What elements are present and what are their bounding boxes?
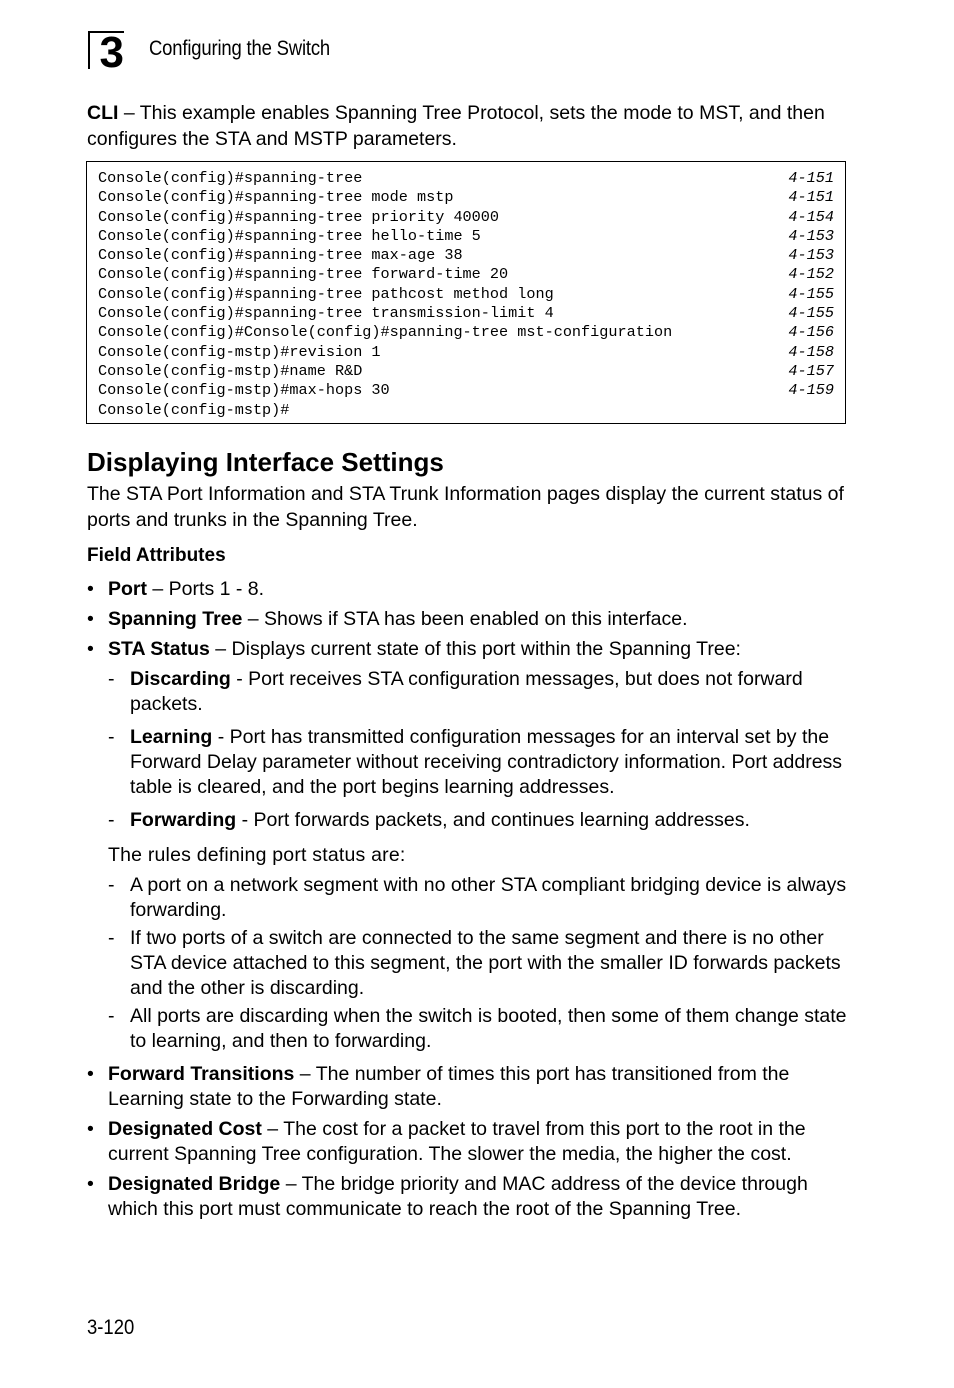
code-line — [98, 401, 834, 420]
rule-item — [87, 926, 847, 1001]
rule-text: If two ports of a switch are connected to the same segment and there is no other STA device attached to this segment, the port with the smaller ID forwards packets and the other is discarding. — [130, 927, 841, 999]
code-line — [98, 188, 834, 207]
field-item-spanning-tree — [87, 607, 847, 632]
cli-code-block — [86, 161, 846, 424]
state-desc: - Port forwards packets, and continues learning addresses. — [236, 809, 750, 831]
code-reference: 4-155 — [788, 304, 834, 323]
field-desc: – Displays current state of this port within the Spanning Tree: — [209, 638, 741, 660]
state-term: Forwarding — [130, 809, 237, 831]
code-line — [98, 381, 834, 400]
code-command: Console(config)#Console(config)#spanning-tree mst-configuration — [98, 323, 673, 342]
code-reference: 4-157 — [788, 361, 834, 380]
rule-text: All ports are discarding when the switch is booted, then some of them change state to learning, and then to forwarding. — [130, 1005, 847, 1052]
code-reference: 4-153 — [788, 246, 834, 265]
code-command: Console(config)#spanning-tree priority 40000 — [98, 207, 500, 226]
field-desc: – The number of times this port has transitioned from the Learning state to the Forwarding state. — [108, 1063, 790, 1110]
code-command: Console(config)#spanning-tree transmission-limit 4 — [98, 304, 554, 323]
rule-item — [87, 873, 847, 923]
code-command: Console(config-mstp)#max-hops 30 — [98, 381, 390, 400]
sta-state-forwarding — [87, 808, 847, 833]
code-reference: 4-159 — [788, 381, 834, 400]
chapter-title: Configuring the Switch — [149, 37, 331, 60]
cli-intro-paragraph — [87, 101, 847, 152]
state-desc: - Port receives STA configuration messages, but does not forward packets. — [130, 668, 803, 715]
code-line — [98, 208, 834, 227]
code-reference: 4-156 — [788, 323, 834, 342]
field-item-port — [87, 577, 847, 602]
code-command: Console(config-mstp)# — [98, 400, 290, 419]
code-command: Console(config-mstp)#revision 1 — [98, 342, 381, 361]
field-term: Forward Transitions — [108, 1063, 295, 1085]
code-reference: 4-158 — [788, 342, 834, 361]
field-item-forward-transitions — [87, 1062, 847, 1112]
code-line — [98, 323, 834, 342]
code-line — [98, 285, 834, 304]
code-reference: 4-154 — [788, 207, 834, 226]
code-command: Console(config)#spanning-tree hello-time 5 — [98, 226, 481, 245]
field-list-top — [87, 577, 847, 1054]
page-number: 3-120 — [87, 1316, 135, 1339]
field-term: Port — [108, 578, 147, 600]
field-item-sta-status — [87, 637, 847, 662]
code-reference: 4-152 — [788, 265, 834, 284]
code-command: Console(config)#spanning-tree — [98, 169, 363, 187]
field-desc: – The bridge priority and MAC address of the device through which this port must communicate to reach the root of the Spanning Tree. — [108, 1173, 808, 1220]
rule-text: A port on a network segment with no other STA compliant bridging device is always forwarding. — [130, 874, 847, 921]
code-command: Console(config)#spanning-tree forward-time 20 — [98, 265, 509, 284]
rule-item — [87, 1004, 847, 1054]
code-line — [98, 343, 834, 362]
code-command: Console(config)#spanning-tree max-age 38 — [98, 246, 463, 265]
section-title: Displaying Interface Settings — [87, 447, 444, 477]
sta-state-discarding — [87, 667, 847, 717]
code-line — [98, 265, 834, 284]
field-desc: – The cost for a packet to travel from this port to the root in the current Spanning Tree configuration. The slower the media, the higher the cost. — [108, 1118, 806, 1165]
field-list-bottom — [87, 1062, 847, 1222]
cli-intro-text: – This example enables Spanning Tree Protocol, sets the mode to MST, and then configures the STA and MSTP parameters. — [87, 102, 825, 150]
sta-state-learning — [87, 725, 847, 800]
rules-intro: The rules defining port status are: — [108, 844, 406, 866]
field-attributes-heading: Field Attributes — [87, 545, 226, 566]
chapter-number-badge: 3 — [88, 31, 124, 69]
code-command: Console(config)#spanning-tree mode mstp — [98, 188, 454, 207]
code-line — [98, 362, 834, 381]
field-term: Designated Bridge — [108, 1173, 281, 1195]
state-term: Learning — [130, 726, 213, 748]
code-reference: 4-151 — [788, 188, 834, 207]
code-line — [98, 169, 834, 188]
code-reference: 4-155 — [788, 284, 834, 303]
code-line — [98, 227, 834, 246]
state-desc: - Port has transmitted configuration messages for an interval set by the Forward Delay parameter without receiving contradictory information. Port address table is cleared, and the port begins learning addresses. — [130, 726, 843, 798]
field-term: Spanning Tree — [108, 608, 243, 630]
field-desc: – Ports 1 - 8. — [147, 578, 265, 600]
code-reference: 4-151 — [788, 169, 834, 187]
field-desc: – Shows if STA has been enabled on this interface. — [242, 608, 688, 630]
cli-label: CLI — [87, 102, 119, 124]
code-line — [98, 304, 834, 323]
section-description: The STA Port Information and STA Trunk Information pages display the current status of ports and trunks in the Spanning Tree. — [87, 483, 844, 531]
field-item-designated-bridge — [87, 1172, 847, 1222]
state-term: Discarding — [130, 668, 231, 690]
field-term: Designated Cost — [108, 1118, 262, 1140]
code-reference: 4-153 — [788, 226, 834, 245]
field-item-designated-cost — [87, 1117, 847, 1167]
code-command: Console(config)#spanning-tree pathcost method long — [98, 284, 554, 303]
field-term: STA Status — [108, 638, 210, 660]
code-command: Console(config-mstp)#name R&D — [98, 361, 363, 380]
code-line — [98, 246, 834, 265]
